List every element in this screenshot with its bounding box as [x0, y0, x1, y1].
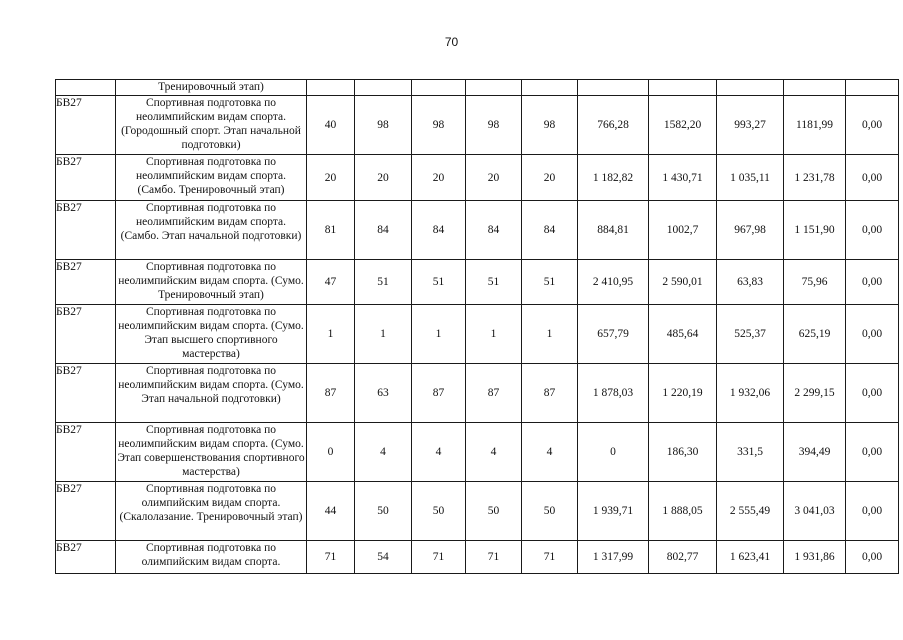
row-description: Спортивная подготовка по неолимпийским видам спорта. (Сумо. Этап совершенствования спортивного мастерства) [116, 423, 307, 482]
value-cell: 4 [466, 423, 522, 482]
row-code: БВ27 [56, 541, 116, 574]
row-code: БВ27 [56, 260, 116, 305]
row-code: БВ27 [56, 96, 116, 155]
value-cell: 3 041,03 [784, 482, 846, 541]
value-cell: 84 [412, 201, 466, 260]
value-cell: 1 [355, 305, 412, 364]
value-cell: 81 [307, 201, 355, 260]
value-cell [649, 80, 717, 96]
value-cell: 1 878,03 [578, 364, 649, 423]
value-cell: 0,00 [846, 423, 899, 482]
row-code: БВ27 [56, 201, 116, 260]
value-cell: 84 [522, 201, 578, 260]
budget-table [55, 79, 899, 574]
value-cell: 884,81 [578, 201, 649, 260]
row-code [56, 80, 116, 96]
value-cell: 98 [522, 96, 578, 155]
value-cell: 485,64 [649, 305, 717, 364]
value-cell: 51 [522, 260, 578, 305]
row-description: Спортивная подготовка по неолимпийским видам спорта. (Самбо. Тренировочный этап) [116, 155, 307, 201]
value-cell: 0 [307, 423, 355, 482]
value-cell [578, 80, 649, 96]
value-cell [717, 80, 784, 96]
value-cell [784, 80, 846, 96]
value-cell: 0,00 [846, 96, 899, 155]
value-cell: 1 [522, 305, 578, 364]
value-cell: 1 220,19 [649, 364, 717, 423]
value-cell: 20 [412, 155, 466, 201]
value-cell: 47 [307, 260, 355, 305]
table-row [56, 155, 899, 201]
value-cell: 1 939,71 [578, 482, 649, 541]
value-cell: 766,28 [578, 96, 649, 155]
value-cell: 98 [466, 96, 522, 155]
value-cell: 0,00 [846, 305, 899, 364]
value-cell: 50 [522, 482, 578, 541]
value-cell: 54 [355, 541, 412, 574]
value-cell [846, 80, 899, 96]
value-cell: 1 [412, 305, 466, 364]
value-cell: 71 [522, 541, 578, 574]
value-cell: 84 [355, 201, 412, 260]
page-number: 70 [444, 35, 459, 49]
value-cell: 625,19 [784, 305, 846, 364]
value-cell: 40 [307, 96, 355, 155]
value-cell: 75,96 [784, 260, 846, 305]
row-description: Спортивная подготовка по неолимпийским видам спорта. (Городошный спорт. Этап начальной подготовки) [116, 96, 307, 155]
value-cell: 1 623,41 [717, 541, 784, 574]
row-description: Спортивная подготовка по олимпийским видам спорта. [116, 541, 307, 574]
value-cell: 20 [522, 155, 578, 201]
value-cell: 0,00 [846, 364, 899, 423]
value-cell: 0,00 [846, 155, 899, 201]
row-description: Спортивная подготовка по олимпийским видам спорта. (Скалолазание. Тренировочный этап) [116, 482, 307, 541]
row-code: БВ27 [56, 364, 116, 423]
value-cell: 1 932,06 [717, 364, 784, 423]
value-cell: 87 [522, 364, 578, 423]
row-code: БВ27 [56, 482, 116, 541]
table-row [56, 305, 899, 364]
value-cell [522, 80, 578, 96]
value-cell: 1 231,78 [784, 155, 846, 201]
value-cell: 50 [412, 482, 466, 541]
value-cell [307, 80, 355, 96]
value-cell: 71 [412, 541, 466, 574]
value-cell: 0 [578, 423, 649, 482]
value-cell: 98 [355, 96, 412, 155]
value-cell: 1 430,71 [649, 155, 717, 201]
value-cell: 0,00 [846, 541, 899, 574]
table-row [56, 201, 899, 260]
value-cell: 2 555,49 [717, 482, 784, 541]
value-cell: 87 [466, 364, 522, 423]
value-cell: 1 [466, 305, 522, 364]
value-cell: 967,98 [717, 201, 784, 260]
value-cell: 525,37 [717, 305, 784, 364]
row-description: Тренировочный этап) [116, 80, 307, 96]
table-row [56, 80, 899, 96]
value-cell: 993,27 [717, 96, 784, 155]
value-cell: 84 [466, 201, 522, 260]
row-description: Спортивная подготовка по неолимпийским видам спорта. (Сумо. Этап высшего спортивного мастерства) [116, 305, 307, 364]
value-cell: 1 [307, 305, 355, 364]
value-cell: 71 [466, 541, 522, 574]
value-cell: 186,30 [649, 423, 717, 482]
value-cell: 2 590,01 [649, 260, 717, 305]
value-cell: 1582,20 [649, 96, 717, 155]
value-cell: 331,5 [717, 423, 784, 482]
value-cell: 71 [307, 541, 355, 574]
value-cell [412, 80, 466, 96]
row-code: БВ27 [56, 305, 116, 364]
value-cell: 1 931,86 [784, 541, 846, 574]
value-cell: 1 182,82 [578, 155, 649, 201]
row-code: БВ27 [56, 155, 116, 201]
value-cell: 51 [355, 260, 412, 305]
value-cell: 2 299,15 [784, 364, 846, 423]
value-cell: 20 [307, 155, 355, 201]
value-cell: 2 410,95 [578, 260, 649, 305]
value-cell: 98 [412, 96, 466, 155]
table-row [56, 364, 899, 423]
value-cell: 802,77 [649, 541, 717, 574]
row-description: Спортивная подготовка по неолимпийским видам спорта. (Самбо. Этап начальной подготовки) [116, 201, 307, 260]
row-description: Спортивная подготовка по неолимпийским видам спорта. (Сумо. Этап начальной подготовки) [116, 364, 307, 423]
value-cell: 1002,7 [649, 201, 717, 260]
value-cell: 44 [307, 482, 355, 541]
value-cell: 63 [355, 364, 412, 423]
value-cell: 657,79 [578, 305, 649, 364]
value-cell [466, 80, 522, 96]
value-cell: 20 [466, 155, 522, 201]
value-cell: 4 [412, 423, 466, 482]
value-cell [355, 80, 412, 96]
value-cell: 394,49 [784, 423, 846, 482]
value-cell: 1181,99 [784, 96, 846, 155]
value-cell: 20 [355, 155, 412, 201]
value-cell: 1 035,11 [717, 155, 784, 201]
value-cell: 51 [412, 260, 466, 305]
value-cell: 87 [412, 364, 466, 423]
table-row [56, 423, 899, 482]
value-cell: 63,83 [717, 260, 784, 305]
table-row [56, 541, 899, 574]
table-row [56, 260, 899, 305]
value-cell: 1 317,99 [578, 541, 649, 574]
value-cell: 1 888,05 [649, 482, 717, 541]
value-cell: 4 [355, 423, 412, 482]
value-cell: 87 [307, 364, 355, 423]
value-cell: 51 [466, 260, 522, 305]
table-row [56, 482, 899, 541]
value-cell: 50 [466, 482, 522, 541]
row-description: Спортивная подготовка по неолимпийским видам спорта. (Сумо. Тренировочный этап) [116, 260, 307, 305]
value-cell: 0,00 [846, 482, 899, 541]
table-row [56, 96, 899, 155]
value-cell: 50 [355, 482, 412, 541]
row-code: БВ27 [56, 423, 116, 482]
value-cell: 4 [522, 423, 578, 482]
value-cell: 0,00 [846, 260, 899, 305]
value-cell: 1 151,90 [784, 201, 846, 260]
value-cell: 0,00 [846, 201, 899, 260]
